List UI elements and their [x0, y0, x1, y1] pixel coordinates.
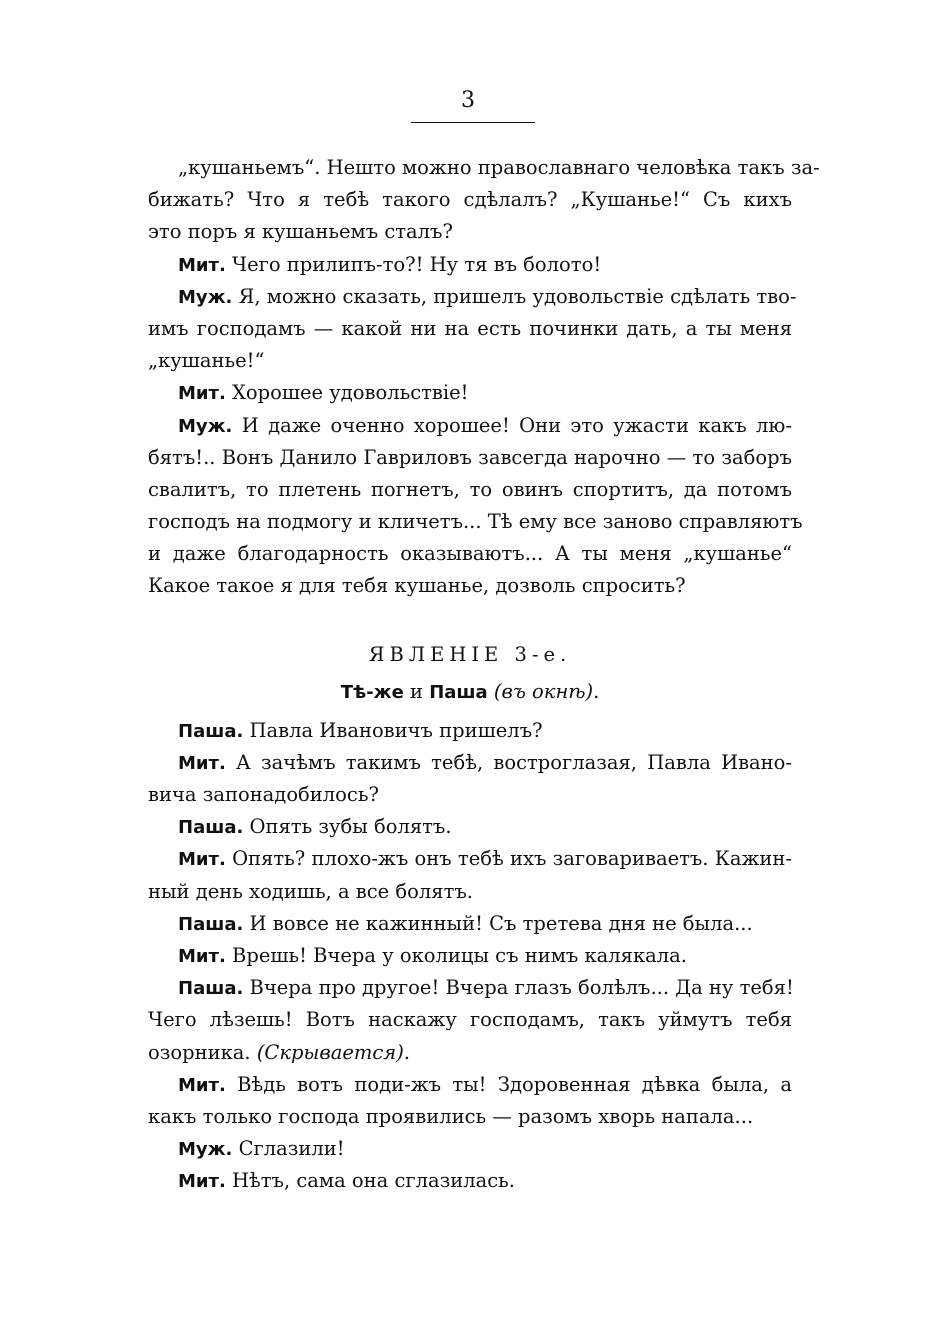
speaker-name: Мит. [178, 383, 226, 405]
dialogue-paragraph [148, 811, 792, 843]
speaker-name: Мит. [178, 1171, 226, 1193]
dialogue-paragraph [148, 715, 792, 747]
speaker-name: Муж. [178, 1139, 233, 1161]
text-line [148, 747, 792, 779]
speaker-name: Паша. [178, 913, 244, 935]
scene-spacer [148, 603, 792, 635]
text-line [148, 538, 792, 570]
text-line [148, 908, 792, 940]
text-line [148, 474, 792, 506]
dialogue-paragraph [148, 410, 803, 603]
line-text: имъ господамъ — какой ни на есть починки дать, а ты меня [148, 316, 792, 340]
speaker-name: Паша. [178, 720, 244, 742]
line-text: А зачѣмъ такимъ тебѣ, востроглазая, Павла Ивано- [236, 750, 793, 774]
line-text: бятъ!.. Вонъ Данило Гавриловъ завсегда нарочно — то заборъ [148, 445, 792, 469]
speaker-name: Паша. [178, 817, 244, 839]
line-text: бижать? Что я тебѣ такого сдѣлалъ? „Кушанье!“ Съ кихъ [148, 188, 792, 212]
text-line [148, 281, 797, 313]
line-text: И даже оченно хорошее! Они это ужасти какъ лю- [241, 413, 792, 437]
text-line [148, 442, 792, 474]
line-text: „кушанье!“ [148, 349, 265, 373]
stage-direction: (Скрывается). [256, 1040, 410, 1064]
line-text: Нѣтъ, сама она сглазилась. [232, 1169, 515, 1193]
text-line [148, 1165, 792, 1197]
dialogue-paragraph [148, 152, 820, 249]
line-text: Опять зубы болятъ. [249, 815, 452, 839]
line-text: свалитъ, то плетень погнетъ, то овинъ спортитъ, да потомъ [148, 477, 792, 501]
speaker-name: Мит. [178, 1074, 226, 1096]
text-line [148, 313, 792, 345]
text-line [148, 1037, 792, 1069]
text-line [148, 876, 792, 908]
dialogue-paragraph [148, 908, 792, 940]
text-line [148, 1069, 792, 1101]
line-text: „кушаньемъ“. Нешто можно православнаго человѣка такъ за- [178, 156, 820, 179]
dialogue-paragraph [148, 249, 792, 281]
line-text: Врешь! Вчера у околицы съ нимъ калякала. [232, 943, 688, 967]
text-line [148, 184, 792, 216]
dialogue-paragraph [148, 377, 792, 409]
cast-conj: и [410, 679, 424, 703]
text-line [148, 715, 792, 747]
cast-name: Паша [429, 681, 488, 703]
text-line [148, 811, 792, 843]
line-text: Опять? плохо-жъ онъ тебѣ ихъ заговариваетъ. Кажин- [232, 847, 793, 871]
dialogue-paragraph [148, 1069, 792, 1133]
text-line [148, 345, 792, 377]
speaker-name: Мит. [178, 254, 226, 276]
cast-stage-direction: (въ окнѣ). [493, 679, 600, 703]
dialogue-after-scene [148, 715, 792, 1198]
dialogue-paragraph [148, 972, 792, 1069]
page-number: 3 [461, 88, 475, 113]
header-rule [411, 122, 535, 123]
scene-heading: ЯВЛЕНІЕ 3-е. [368, 642, 572, 666]
speaker-name: Мит. [178, 849, 226, 871]
text-line [148, 377, 792, 409]
line-text: Сглазили! [238, 1137, 345, 1161]
speaker-name: Мит. [178, 945, 226, 967]
line-text: Павла Ивановичъ пришелъ? [249, 718, 543, 742]
line-text: господъ на подмогу и кличетъ... Тѣ ему все заново справляютъ [148, 510, 803, 534]
dialogue-before-scene [148, 152, 820, 603]
speaker-name: Паша. [178, 978, 244, 1000]
dialogue-paragraph [148, 281, 797, 378]
play-text [148, 152, 820, 1197]
speaker-name: Муж. [178, 415, 233, 437]
text-line [148, 249, 792, 281]
line-text: и даже благодарность оказываютъ... А ты меня „кушанье“ [148, 542, 792, 566]
line-text: это поръ я кушаньемъ сталъ? [148, 220, 453, 244]
text-line [148, 940, 792, 972]
text-line [148, 972, 792, 1004]
line-text: какъ только господа проявились — разомъ хворь напала... [148, 1104, 754, 1128]
line-text: озорника. [148, 1040, 251, 1064]
speaker-name: Муж. [178, 286, 233, 308]
text-line [148, 506, 803, 538]
line-text: ный день ходишь, а все болятъ. [148, 879, 473, 903]
line-text: Хорошее удовольствіе! [232, 381, 469, 405]
dialogue-paragraph [148, 1165, 792, 1197]
text-line [148, 1004, 792, 1036]
cast-prefix: Тѣ-же [340, 681, 404, 703]
text-line [148, 570, 792, 602]
line-text: Чего лѣзешь! Вотъ наскажу господамъ, такъ уймутъ тебя [148, 1008, 792, 1032]
dialogue-paragraph [148, 747, 792, 811]
line-text: Я, можно сказать, пришелъ удовольствіе сдѣлать тво- [238, 284, 797, 308]
text-line [148, 216, 792, 248]
text-line [148, 843, 792, 875]
line-text: Чего прилипъ-то?! Ну тя въ болото! [232, 252, 602, 276]
line-text: Какое такое я для тебя кушанье, дозволь спросить? [148, 574, 686, 598]
text-line [148, 410, 792, 442]
line-text: Вѣдь вотъ поди-жъ ты! Здоровенная дѣвка была, а [237, 1072, 793, 1096]
text-line [148, 152, 820, 184]
text-line [148, 1101, 792, 1133]
line-text: И вовсе не кажинный! Съ третева дня не была... [249, 911, 753, 935]
text-line [148, 1133, 792, 1165]
dialogue-paragraph [148, 843, 792, 907]
dialogue-paragraph [148, 940, 792, 972]
line-text: Вчера про другое! Вчера глазъ болѣлъ... Да ну тебя! [249, 976, 794, 1000]
scene-cast [148, 675, 792, 715]
line-text: вича запонадобилось? [148, 783, 379, 806]
text-line [148, 779, 792, 811]
speaker-name: Мит. [178, 752, 226, 774]
dialogue-paragraph [148, 1133, 792, 1165]
